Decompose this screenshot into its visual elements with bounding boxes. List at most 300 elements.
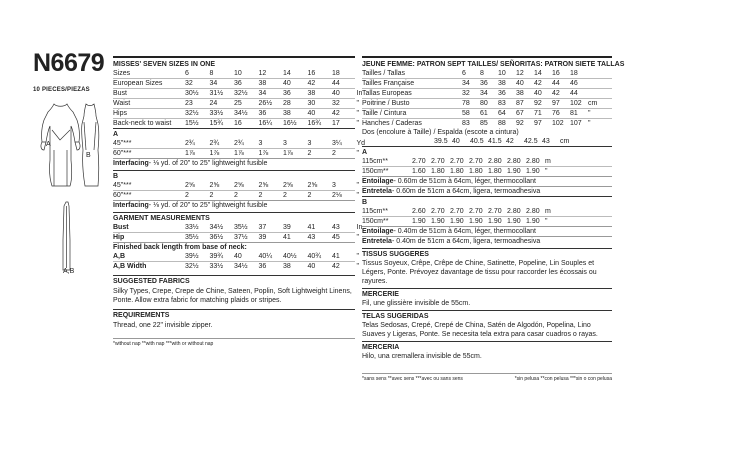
size-value: 30	[307, 100, 316, 107]
measurement-row	[362, 166, 612, 176]
unit: "	[356, 253, 359, 260]
view-b-entretela	[362, 236, 612, 246]
pattern-number: N6679	[33, 49, 105, 77]
size-value: 1.90	[469, 218, 483, 225]
size-value: 6	[462, 70, 466, 77]
size-value: 8	[480, 70, 484, 77]
size-value: 97	[552, 100, 560, 107]
telas-text: Telas Sedosas, Crepé, Crepé de China, Satén de Algodón, Popelina, Lino Suaves y Ligeras, Ponte. Se necesita tela extra para casar cuadros o rayas.	[362, 322, 598, 338]
size-value: 44	[552, 80, 560, 87]
size-value: 46	[570, 80, 578, 87]
size-value: 42	[506, 138, 514, 145]
entoilage-text: - 0.60m de 51cm à 64cm, léger, thermocollant	[393, 178, 536, 185]
row-label: A,B Width	[113, 263, 147, 270]
size-value: 16½	[283, 120, 297, 127]
row-label	[362, 137, 434, 146]
size-value: 78	[462, 100, 470, 107]
size-value: 2.80	[507, 158, 521, 165]
measurement-row	[362, 98, 612, 108]
size-value: 2	[258, 192, 263, 199]
size-value: 1.90	[507, 168, 521, 175]
size-value: 2⅝	[258, 182, 269, 189]
unit: m	[545, 158, 551, 165]
unit: "	[588, 110, 591, 117]
requirements-header: REQUIREMENTS	[113, 309, 355, 320]
measurement-row	[362, 157, 612, 166]
size-value: 1⅞	[209, 150, 220, 157]
merceria-text: Hilo, una cremallera invisible de 55cm.	[362, 353, 482, 360]
size-value: 40	[452, 138, 460, 145]
size-value: 2⅝	[185, 182, 195, 189]
unit: In	[356, 224, 363, 231]
size-value: 2.70	[469, 208, 483, 215]
size-value: 42.5	[524, 138, 538, 145]
size-value: 25	[234, 100, 242, 107]
size-value: 12	[516, 70, 524, 77]
size-value: 38	[283, 110, 291, 117]
measurement-row	[362, 69, 612, 78]
size-value: 67	[516, 110, 524, 117]
size-value: 83	[498, 100, 506, 107]
unit: "	[356, 192, 359, 199]
size-value: 32½	[185, 263, 199, 270]
size-value: 10	[498, 70, 506, 77]
view-a-label: A	[46, 141, 51, 148]
size-value: 40¾	[307, 253, 322, 260]
size-value: 34½	[234, 110, 248, 117]
measurement-row	[362, 207, 612, 216]
entretela-text: - 0.40m de 51cm a 64cm, ligera, termoadhesiva	[391, 238, 541, 245]
size-value: 71	[534, 110, 542, 117]
size-value: 2⅛	[332, 192, 342, 199]
size-value: 45	[332, 234, 340, 241]
interfacing-text: - ⅛ yd. of 20" to 25" lightweight fusible	[148, 160, 268, 167]
size-value: 3	[258, 140, 263, 147]
row-label: Sizes	[113, 70, 131, 77]
row-label: 150cm**	[362, 218, 389, 225]
size-value: 31½	[209, 90, 224, 97]
size-value: 2.60	[412, 208, 426, 215]
size-value: 6	[185, 70, 189, 77]
entoilage-text: - 0.40m de 51cm à 64cm, léger, thermocollant	[393, 228, 536, 235]
unit: m	[545, 208, 551, 215]
size-value: 35½	[234, 224, 248, 231]
measurement-row	[113, 232, 359, 242]
back-length-label: Finished back length from base of neck:	[113, 242, 355, 252]
size-value: 40	[307, 110, 316, 117]
row-label: Tallas Europeas	[362, 90, 412, 97]
unit: cm	[560, 138, 570, 145]
size-value: 41	[332, 253, 340, 260]
view-a-interfacing	[113, 158, 355, 168]
view-a-section-label: A	[113, 128, 355, 139]
size-value: 42	[332, 110, 340, 117]
row-label: 115cm**	[362, 208, 388, 215]
size-value: 43	[332, 224, 340, 231]
size-value: 1.80	[488, 168, 502, 175]
measurement-row	[362, 137, 612, 146]
size-value: 34	[480, 90, 488, 97]
size-value: 1.90	[488, 218, 502, 225]
size-value: 44	[570, 90, 578, 97]
size-value: 92	[516, 120, 524, 127]
size-value: 2⅝	[234, 182, 244, 189]
size-value: 1.90	[526, 218, 540, 225]
size-value: 39.5	[434, 138, 448, 145]
english-header: MISSES' SEVEN SIZES IN ONE	[113, 56, 355, 69]
size-value: 2⅝	[209, 182, 220, 189]
unit: cm	[588, 100, 598, 107]
row-label: Bust	[113, 90, 128, 97]
size-value: 36	[498, 90, 506, 97]
size-value: 40	[516, 80, 524, 87]
size-value: 33½	[185, 224, 199, 231]
row-label: 115cm**	[362, 158, 388, 165]
size-value: 34	[209, 80, 218, 87]
size-value: 16	[234, 120, 242, 127]
back-measure-row	[362, 128, 612, 137]
size-value: 40¼	[258, 253, 273, 260]
view-b-interfacing	[113, 200, 355, 210]
size-value: 2¾	[234, 140, 244, 147]
size-value: 1.80	[469, 168, 483, 175]
size-value: 64	[498, 110, 506, 117]
unit: "	[356, 100, 359, 107]
size-value: 42	[332, 263, 340, 270]
size-value: 32	[332, 100, 340, 107]
size-value: 32	[185, 80, 193, 87]
size-value: 2.80	[526, 208, 540, 215]
size-value: 10	[234, 70, 242, 77]
entretela-label: Entretela	[362, 188, 392, 195]
suggested-fabrics-header: SUGGESTED FABRICS	[113, 275, 355, 286]
measurement-row	[362, 88, 612, 98]
size-value: 35½	[185, 234, 199, 241]
size-value: 3	[332, 182, 336, 189]
size-value: 17	[332, 120, 340, 127]
size-value: 37½	[234, 234, 248, 241]
measurement-row	[113, 78, 355, 88]
measurement-row	[113, 118, 359, 128]
row-label: European Sizes	[113, 80, 163, 87]
row-label: Taille / Cintura	[362, 110, 407, 117]
size-value: 14	[534, 70, 542, 77]
size-value: 80	[480, 100, 488, 107]
size-value: 2.80	[488, 158, 502, 165]
pieces-count: 10 PIECES/PIEZAS	[33, 87, 90, 93]
size-value: 2.70	[488, 208, 502, 215]
telas-header: TELAS SUGERIDAS	[362, 310, 612, 321]
size-value: 16¾	[307, 120, 322, 127]
size-value: 42	[534, 80, 542, 87]
size-value: 2	[307, 192, 312, 199]
size-value: 39¾	[209, 253, 224, 260]
mercerie-header: MERCERIE	[362, 288, 612, 299]
unit: "	[356, 263, 359, 270]
unit: "	[588, 120, 591, 127]
garment-measurements-header: GARMENT MEASUREMENTS	[113, 212, 355, 223]
size-value: 38	[283, 263, 291, 270]
unit: "	[545, 218, 548, 225]
entretela-label: Entretela	[362, 238, 392, 245]
size-value: 8	[209, 70, 214, 77]
size-value: 38	[258, 80, 267, 87]
size-value: 44	[332, 80, 340, 87]
size-value: 92	[534, 100, 542, 107]
size-value: 81	[570, 110, 578, 117]
row-label: Back-neck to waist	[113, 120, 172, 127]
size-value: 16	[552, 70, 560, 77]
garment-illustration	[30, 100, 110, 280]
size-value: 39	[258, 234, 267, 241]
size-value: 2.80	[526, 158, 540, 165]
size-value: 1.90	[412, 218, 426, 225]
size-value: 2	[234, 192, 238, 199]
measurement-row	[113, 223, 363, 232]
size-value: 2¾	[185, 140, 195, 147]
size-value: 1.80	[431, 168, 445, 175]
size-value: 3	[283, 140, 287, 147]
size-value: 40	[307, 263, 316, 270]
size-value: 36	[283, 90, 291, 97]
interfacing-label: Interfacing	[113, 202, 149, 209]
measurement-row	[362, 108, 612, 118]
size-value: 40	[332, 90, 340, 97]
size-value: 1⅞	[283, 150, 293, 157]
size-value: 36	[258, 110, 267, 117]
size-value: 40	[534, 90, 542, 97]
size-value: 3¼	[332, 140, 342, 147]
size-value: 1.90	[431, 218, 445, 225]
view-a-section-label-fr: A	[362, 146, 612, 157]
measurement-row	[113, 88, 363, 98]
interfacing-label: Interfacing	[113, 160, 149, 167]
measurement-row	[113, 139, 366, 148]
size-value: 1⅞	[258, 150, 269, 157]
size-value: 102	[570, 100, 582, 107]
row-label: 60"***	[113, 192, 132, 199]
row-label: Hips	[113, 110, 128, 117]
size-value: 23	[185, 100, 193, 107]
size-value: 43	[307, 234, 316, 241]
measurement-row	[113, 252, 359, 261]
unit	[588, 69, 600, 78]
size-value: 1.90	[507, 218, 521, 225]
size-value: 2	[332, 150, 336, 157]
measurement-row	[362, 216, 612, 226]
size-value: 14	[283, 70, 291, 77]
size-value: 83	[462, 120, 470, 127]
size-value: 37	[258, 224, 267, 231]
size-value: 61	[480, 110, 488, 117]
row-label: 45"***	[113, 140, 132, 147]
merceria-header: MERCERIA	[362, 341, 612, 352]
size-value: 1.90	[526, 168, 540, 175]
view-a-entretela	[362, 186, 612, 196]
size-value: 97	[534, 120, 542, 127]
measurement-row	[362, 118, 612, 128]
row-label: 150cm**	[362, 168, 389, 175]
size-value: 2	[307, 150, 312, 157]
row-label: Hip	[113, 234, 125, 241]
size-value: 26½	[258, 100, 273, 107]
size-value: 39	[283, 224, 291, 231]
size-value: 1⅞	[234, 150, 244, 157]
row-label: Tailles / Tallas	[362, 70, 406, 77]
measurement-row	[113, 98, 359, 108]
french-spanish-header: JEUNE FEMME: PATRON SEPT TAILLES/ SEÑORITAS: PATRON SIETE TALLAS	[362, 56, 612, 69]
mercerie-text: Fil, une glissière invisible de 55cm.	[362, 300, 471, 307]
requirements-text: Thread, one 22" invisible zipper.	[113, 322, 213, 329]
size-value: 16¼	[258, 120, 273, 127]
unit	[588, 79, 600, 88]
size-value: 33½	[209, 110, 224, 117]
size-value: 1.80	[450, 168, 464, 175]
size-value: 34½	[234, 263, 248, 270]
size-value: 28	[283, 100, 291, 107]
size-value: 41	[283, 234, 291, 241]
unit: "	[356, 150, 359, 157]
size-value: 34	[258, 90, 267, 97]
view-b-label: B	[86, 152, 91, 159]
view-b-section-label: B	[113, 170, 355, 181]
interfacing-text: - ⅛ yd. of 20" to 25" lightweight fusible	[148, 202, 268, 209]
row-label: Bust	[113, 224, 129, 231]
size-value: 40	[234, 253, 242, 260]
size-value: 18	[570, 70, 578, 77]
size-value: 36	[480, 80, 488, 87]
suggested-fabrics-text: Silky Types, Crepe, Crepe de Chine, Sateen, Poplin, Soft Lightweight Linens, Ponte. Allow extra fabric for matching plaids or stripes.	[113, 288, 352, 304]
size-value: 41	[307, 224, 316, 231]
row-label: 60"***	[113, 150, 132, 157]
dress-b-drawing	[82, 104, 99, 186]
size-value: 18	[332, 70, 340, 77]
size-value: 40	[283, 80, 291, 87]
unit: "	[356, 182, 359, 189]
french-spanish-chart	[362, 56, 625, 384]
french-footnote: *sans sens **avec sens ***avec ou sans sens	[362, 376, 463, 382]
tissus-text: Tissus Soyeux, Crêpe, Crêpe de Chine, Satinette, Popeline, Lin Souples et Légers, Ponte. Prévoyez davantage de tissu pour raccorder les écossais ou rayures.	[362, 260, 597, 285]
back-measure-label: Dos (encolure à Taille) / Espalda (escote a cintura)	[362, 129, 519, 136]
size-value: 16	[307, 70, 316, 77]
measurement-row	[113, 181, 359, 190]
dress-back-drawing	[63, 202, 70, 270]
unit: "	[356, 110, 359, 117]
measurement-row	[113, 261, 359, 271]
size-value: 76	[552, 110, 560, 117]
size-value: 1.60	[412, 168, 426, 175]
unit: "	[356, 120, 359, 127]
unit: "	[545, 168, 548, 175]
size-value: 2.70	[412, 158, 426, 165]
row-label: Hanches / Caderas	[362, 120, 422, 127]
size-value: 2.70	[450, 208, 464, 215]
row-label: 45"***	[113, 182, 132, 189]
entretela-text: - 0.60m de 51cm a 64cm, ligera, termoadhesiva	[391, 188, 541, 195]
size-value: 107	[570, 120, 582, 127]
size-value: 2.70	[450, 158, 464, 165]
tissus-header: TISSUS SUGGERES	[362, 248, 612, 259]
size-value: 39½	[185, 253, 199, 260]
size-value: 102	[552, 120, 564, 127]
measurement-row	[113, 108, 359, 118]
view-b-entoilage	[362, 226, 612, 236]
size-value: 85	[480, 120, 488, 127]
measurement-row	[362, 78, 612, 88]
size-value: 2⅝	[283, 182, 293, 189]
measurement-row	[113, 69, 355, 78]
entoilage-label: Entoilage	[362, 178, 394, 185]
size-value: 2	[209, 192, 214, 199]
size-value: 38	[307, 90, 316, 97]
size-value: 42	[307, 80, 316, 87]
size-value: 32½	[234, 90, 248, 97]
size-value: 2	[283, 192, 287, 199]
row-label: Waist	[113, 100, 131, 107]
size-value: 2⅝	[307, 182, 318, 189]
size-value: 15½	[185, 120, 199, 127]
english-footnote: *without nap **with nap ***with or without nap	[113, 341, 214, 347]
row-label: Tailles Française	[362, 80, 415, 87]
view-b-section-label-fr: B	[362, 196, 612, 207]
unit	[588, 89, 600, 98]
entoilage-label: Entoilage	[362, 228, 394, 235]
size-value: 32	[462, 90, 470, 97]
size-value: 40.5	[470, 138, 484, 145]
unit: Yd	[356, 140, 366, 147]
size-value: 3	[307, 140, 312, 147]
row-label: A,B	[113, 253, 126, 260]
english-chart	[113, 56, 366, 349]
size-value: 42	[552, 90, 560, 97]
view-ab-label: A,B	[63, 268, 75, 275]
size-value: 2.70	[469, 158, 483, 165]
size-value: 24	[209, 100, 218, 107]
size-value: 36	[234, 80, 242, 87]
size-value: 58	[462, 110, 470, 117]
size-value: 2	[185, 192, 189, 199]
size-value: 34½	[209, 224, 224, 231]
size-value: 1.90	[450, 218, 464, 225]
size-value: 2.70	[431, 208, 445, 215]
size-value: 15¾	[209, 120, 224, 127]
size-value: 43	[542, 138, 550, 145]
size-value: 33½	[209, 263, 224, 270]
unit: "	[356, 234, 359, 241]
spanish-footnote: *sin pelusa **con pelusa ***sin o con pelusa	[514, 376, 612, 382]
unit: In	[356, 90, 363, 97]
size-value: 38	[498, 80, 506, 87]
size-value: 2¾	[209, 140, 220, 147]
size-value: 87	[516, 100, 524, 107]
size-value: 2.70	[431, 158, 445, 165]
size-value: 1⅞	[185, 150, 195, 157]
size-value: 36	[258, 263, 267, 270]
size-value: 2.80	[507, 208, 521, 215]
size-value: 36½	[209, 234, 224, 241]
size-value: 12	[258, 70, 267, 77]
size-value: 40½	[283, 253, 297, 260]
size-value: 41.5	[488, 138, 502, 145]
size-value: 30½	[185, 90, 199, 97]
measurement-row	[113, 148, 359, 158]
measurement-row	[113, 190, 359, 200]
size-value: 38	[516, 90, 524, 97]
row-label: Poitrine / Busto	[362, 100, 410, 107]
size-value: 32½	[185, 110, 199, 117]
size-value: 34	[462, 80, 470, 87]
view-a-entoilage	[362, 176, 612, 186]
